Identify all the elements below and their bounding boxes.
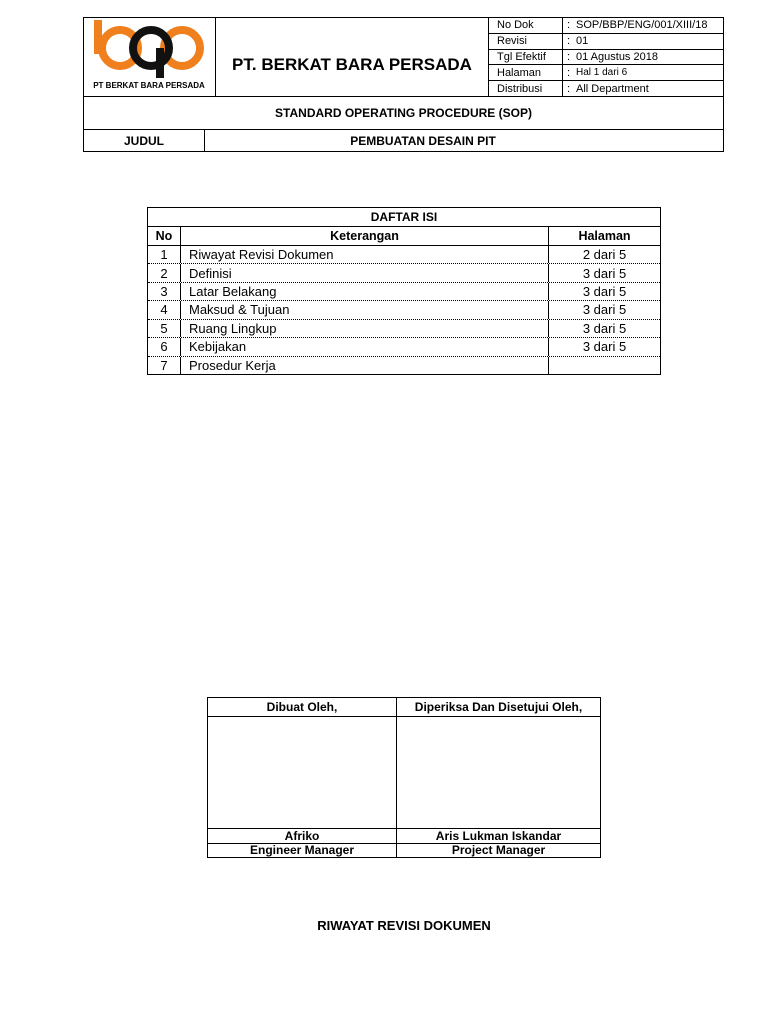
distribution-value: All Department xyxy=(576,82,649,95)
toc-page: 3 dari 5 xyxy=(582,320,627,336)
page-value: Hal 1 dari 6 xyxy=(576,67,628,79)
prepared-title: Engineer Manager xyxy=(208,844,397,857)
approved-by-label: Diperiksa Dan Disetujui Oleh, xyxy=(414,699,583,714)
toc-row xyxy=(148,357,660,374)
toc-description: Latar Belakang xyxy=(181,283,549,300)
separator: : xyxy=(567,82,571,95)
toc-title: DAFTAR ISI xyxy=(148,208,660,227)
separator: : xyxy=(567,19,571,32)
info-row-distribution xyxy=(489,81,723,96)
toc-page xyxy=(549,357,660,374)
document-header xyxy=(83,17,724,152)
logo-cell xyxy=(84,18,216,96)
document-title: PEMBUATAN DESAIN PIT xyxy=(350,133,496,148)
toc-row xyxy=(148,264,660,282)
toc-page: 2 dari 5 xyxy=(582,247,627,263)
toc-description: Maksud & Tujuan xyxy=(181,301,549,318)
toc-description: Riwayat Revisi Dokumen xyxy=(181,246,549,263)
toc-description: Ruang Lingkup xyxy=(181,320,549,337)
toc-no: 2 xyxy=(148,264,181,281)
info-value xyxy=(563,81,723,96)
info-label: Halaman xyxy=(489,65,563,80)
prepared-signature-area xyxy=(208,717,397,828)
logo-orange-stem xyxy=(94,20,102,54)
separator: : xyxy=(567,50,571,63)
toc-row xyxy=(148,320,660,338)
signature-row xyxy=(208,717,600,829)
info-label: Revisi xyxy=(489,34,563,49)
company-logo xyxy=(84,18,215,96)
toc-row xyxy=(148,246,660,264)
prepared-by-label: Dibuat Oleh, xyxy=(208,698,397,716)
toc-no: 7 xyxy=(148,357,181,374)
title-label: JUDUL xyxy=(84,130,205,151)
toc-header-row xyxy=(148,227,660,246)
info-row-revision xyxy=(489,34,723,50)
document-info-table xyxy=(489,18,723,96)
toc-no: 6 xyxy=(148,338,181,355)
info-value xyxy=(563,50,723,65)
approval-table xyxy=(207,697,601,858)
toc-page: 3 dari 5 xyxy=(582,265,627,281)
toc-description: Prosedur Kerja xyxy=(181,357,549,374)
info-label: Distribusi xyxy=(489,81,563,96)
approval-name-row xyxy=(208,829,600,844)
table-of-contents xyxy=(147,207,661,375)
toc-row xyxy=(148,301,660,319)
toc-column-description: Keterangan xyxy=(181,227,549,245)
info-label: No Dok xyxy=(489,18,563,33)
toc-description: Kebijakan xyxy=(181,338,549,355)
toc-page: 3 dari 5 xyxy=(582,302,627,318)
toc-page: 3 dari 5 xyxy=(582,339,627,355)
info-label: Tgl Efektif xyxy=(489,50,563,65)
info-row-effective-date xyxy=(489,50,723,66)
approval-title-row xyxy=(208,844,600,857)
section-heading: RIWAYAT REVISI DOKUMEN xyxy=(317,918,491,933)
approval-header-row xyxy=(208,698,600,717)
toc-no: 3 xyxy=(148,283,181,300)
info-value xyxy=(563,34,723,49)
approved-title: Project Manager xyxy=(451,843,546,857)
doc-number-value: SOP/BBP/ENG/001/XIII/18 xyxy=(576,19,708,32)
info-row-page xyxy=(489,65,723,81)
toc-no: 5 xyxy=(148,320,181,337)
effective-date-value: 01 Agustus 2018 xyxy=(576,50,658,63)
separator: : xyxy=(567,66,571,79)
toc-page: 3 dari 5 xyxy=(582,284,627,300)
logo-text: PT BERKAT BARA PERSADA xyxy=(93,81,205,90)
approved-signature-area xyxy=(397,717,600,828)
toc-no: 4 xyxy=(148,301,181,318)
document-title-row xyxy=(84,130,723,151)
document-type: STANDARD OPERATING PROCEDURE (SOP) xyxy=(84,96,723,130)
revision-value: 01 xyxy=(576,35,589,48)
toc-column-page: Halaman xyxy=(578,229,631,243)
toc-column-no: No xyxy=(148,227,181,245)
company-name: PT. BERKAT BARA PERSADA xyxy=(216,18,489,96)
toc-no: 1 xyxy=(148,246,181,263)
separator: : xyxy=(567,35,571,48)
prepared-name: Afriko xyxy=(208,829,397,843)
info-value xyxy=(563,65,723,80)
toc-description: Definisi xyxy=(181,264,549,281)
logo-black-stem xyxy=(156,48,164,78)
info-row-doc-number xyxy=(489,18,723,34)
toc-row xyxy=(148,283,660,301)
approved-name: Aris Lukman Iskandar xyxy=(435,828,562,843)
info-value xyxy=(563,18,723,33)
toc-row xyxy=(148,338,660,356)
